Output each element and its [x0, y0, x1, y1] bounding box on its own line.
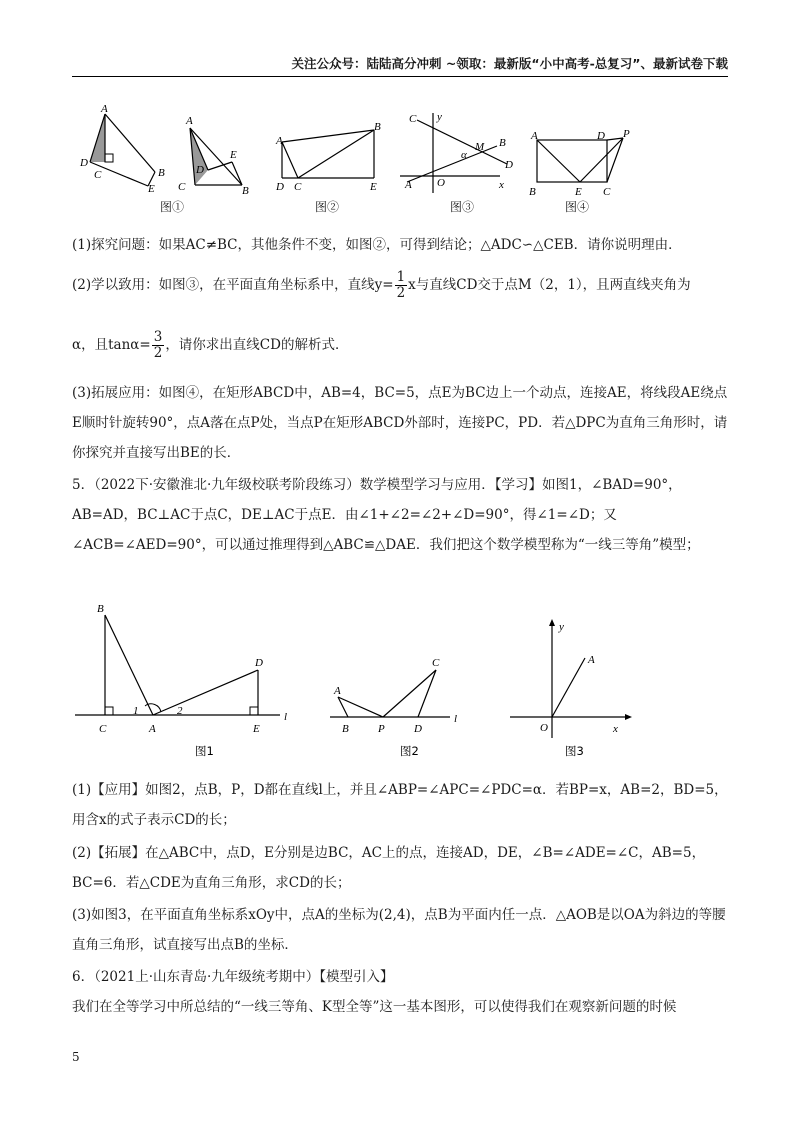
q5fig3-label-y: y — [559, 621, 564, 633]
caption-fig2: 图② — [315, 200, 340, 214]
q4-part2-cont — [72, 330, 732, 361]
q5-caption-fig1: 图1 — [195, 744, 214, 758]
fig1-label-A: A — [101, 103, 108, 115]
q5fig1-label-l: l — [284, 711, 288, 723]
q5-part2: (2)【拓展】在△ABC中，点D，E分别是边BC，AC上的点，连接AD，DE，∠B=∠ADE=∠C，AB=5，BC=6．若△CDE为直角三角形，求CD的长； — [72, 845, 706, 891]
q5fig1-label-2: 2 — [177, 705, 183, 717]
fig3-label-A: A — [405, 179, 412, 191]
q5fig1-label-E: E — [253, 723, 260, 735]
figure-1 — [70, 102, 170, 217]
q5fig2-label-B: B — [342, 723, 349, 735]
fraction-three-halves — [152, 330, 165, 361]
fraction-one-half — [395, 270, 408, 301]
q5fig2-label-l: l — [454, 713, 458, 725]
fig2-label-E: E — [370, 181, 377, 193]
figure-1b — [170, 110, 260, 200]
fig2-label-B: B — [374, 121, 381, 133]
fig3-label-x: x — [499, 179, 504, 191]
fig4-label-C: C — [603, 186, 611, 198]
fig3-label-alpha: α — [461, 149, 467, 161]
fig1b-label-D: D — [196, 164, 204, 176]
fig1b-label-B: B — [242, 185, 249, 197]
q5fig1-label-1: 1 — [133, 705, 139, 717]
fig3-label-O: O — [437, 177, 445, 189]
q5fig1-label-D: D — [255, 657, 263, 669]
q5fig3-label-A: A — [588, 654, 595, 666]
q5fig2-label-C: C — [432, 657, 440, 669]
q5-figure-2 — [328, 650, 468, 760]
q5fig1-label-B: B — [97, 603, 104, 615]
q4-part2-before: (2)学以致用：如图③，在平面直角坐标系中，直线y= — [72, 277, 394, 293]
fig1-label-E: E — [148, 183, 155, 195]
q4-part3-before: α，且tanα= — [72, 337, 151, 353]
fig3-label-y: y — [437, 111, 442, 123]
fig3-label-B: B — [499, 137, 506, 149]
q5fig2-label-D: D — [414, 723, 422, 735]
fig4-label-E: E — [575, 186, 582, 198]
page-number: 5 — [72, 1050, 80, 1064]
figure-3 — [395, 108, 515, 203]
fig1b-label-A: A — [186, 115, 193, 127]
fig1b-label-E: E — [230, 149, 237, 161]
fig4-label-B: B — [529, 186, 536, 198]
fig3-label-M: M — [475, 141, 485, 153]
q5fig2-label-P: P — [378, 723, 385, 735]
fig4-label-P: P — [623, 128, 630, 140]
fig2-label-D: D — [276, 181, 284, 193]
q5-figure-1 — [75, 600, 295, 760]
page-header — [72, 54, 728, 77]
q5fig1-label-C: C — [99, 723, 107, 735]
q4-part1: (1)探究问题：如果AC≠BC，其他条件不变，如图②，可得到结论；△ADC∽△CEB．请你说明理由． — [72, 237, 682, 253]
header-text: 关注公众号：陆陆高分冲刺 ~领取：最新版“小中高考-总复习”、最新试卷下载 — [291, 56, 728, 71]
fig2-label-C: C — [294, 181, 302, 193]
caption-fig4: 图④ — [565, 200, 590, 214]
fraction-denominator: 2 — [396, 285, 406, 301]
q5fig1-label-A: A — [149, 723, 156, 735]
q5-figure-3 — [505, 618, 640, 760]
fig2-label-A: A — [276, 135, 283, 147]
q4-part2-after: x与直线CD交于点M（2，1），且两直线夹角为 — [408, 277, 691, 293]
fig3-label-D: D — [505, 159, 513, 171]
q5-caption-fig3: 图3 — [565, 744, 584, 758]
fig4-label-D: D — [597, 130, 605, 142]
caption-fig3: 图③ — [450, 200, 475, 214]
fraction-numerator: 3 — [153, 329, 163, 345]
fraction-numerator: 1 — [396, 269, 406, 285]
q4-part3: (3)拓展应用：如图④，在矩形ABCD中，AB=4，BC=5，点E为BC边上一个动点，连接AE，将线段AE绕点E顺时针旋转90°，点A落在点P处，当点P在矩形ABCD外部时，连接PC，PD．若△DPC为直角三角形时，请你探究并直接写出BE的长． — [72, 385, 728, 461]
fig1-label-B: B — [158, 167, 165, 179]
fig1-label-D: D — [80, 157, 88, 169]
q5-part3: (3)如图3，在平面直角坐标系xOy中，点A的坐标为(2,4)，点B为平面内任一点．△AOB是以OA为斜边的等腰直角三角形，试直接写出点B的坐标． — [72, 907, 726, 953]
q4-part2 — [72, 270, 732, 301]
fig4-label-A: A — [531, 130, 538, 142]
q6-part1: 我们在全等学习中所总结的“一线三等角、K型全等”这一基本图形，可以使得我们在观察新问题的时候 — [72, 999, 677, 1015]
fraction-denominator: 2 — [153, 345, 163, 361]
q5fig3-label-O: O — [540, 722, 548, 734]
q5-intro: 5．（2022下·安徽淮北·九年级校联考阶段练习）数学模型学习与应用．【学习】如图1，∠BAD=90°，AB=AD，BC⊥AC于点C，DE⊥AC于点E．由∠1+∠2=∠2+∠D=90°，得∠1=∠D；又∠ACB=∠AED=90°，可以通过推理得到△ABC≌△DAE．我们把这个数学模型称为“一线三等角”模型； — [72, 477, 700, 553]
fig3-label-C: C — [409, 113, 417, 125]
figure-4 — [525, 125, 645, 200]
fig1-label-C: C — [94, 169, 102, 181]
q4-part3-after: ，请你求出直线CD的解析式． — [165, 337, 349, 353]
figure-2 — [270, 120, 390, 195]
q6-intro: 6．（2021上·山东青岛·九年级统考期中）【模型引入】 — [72, 969, 394, 985]
fig1b-label-C: C — [178, 181, 186, 193]
q5-part1: (1)【应用】如图2，点B，P，D都在直线l上，并且∠ABP=∠APC=∠PDC=α．若BP=x，AB=2，BD=5，用含x的式子表示CD的长； — [72, 782, 728, 828]
caption-fig1: 图① — [160, 200, 185, 214]
q5-caption-fig2: 图2 — [400, 744, 419, 758]
q5fig2-label-A: A — [334, 685, 341, 697]
q5fig3-label-x: x — [613, 723, 618, 735]
